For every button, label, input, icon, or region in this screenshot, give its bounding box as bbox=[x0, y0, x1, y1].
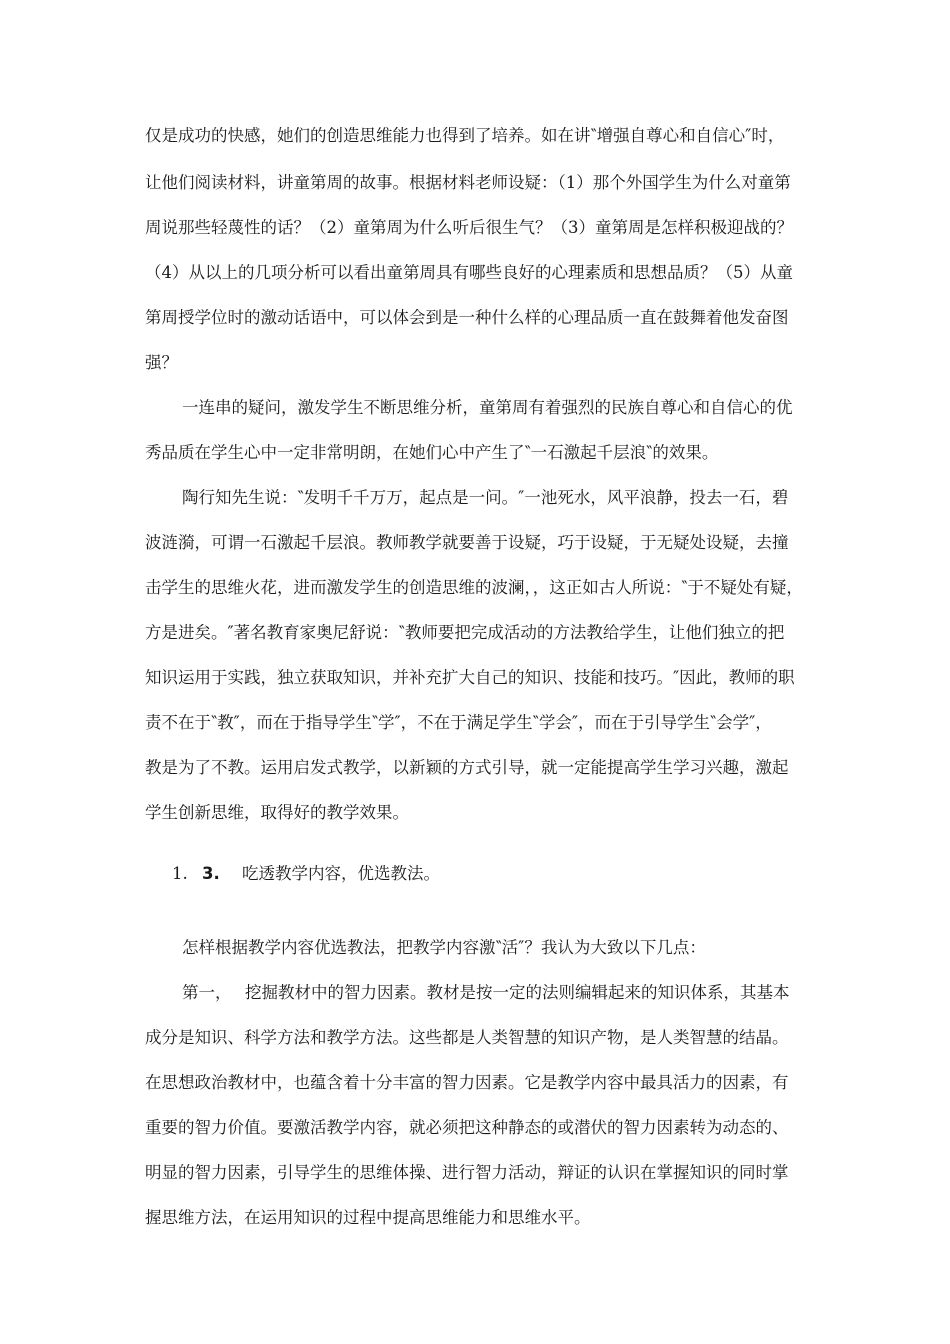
heading-number-2: 3. bbox=[202, 864, 220, 883]
text-line: 秀品质在学生心中一定非常明朗，在她们心中产生了‶一石激起千层浪‶的效果。 bbox=[145, 443, 719, 462]
text-line: 知识运用于实践，独立获取知识，并补充扩大自己的知识、技能和技巧。″因此，教师的职 bbox=[145, 668, 795, 687]
text-line: 强？ bbox=[145, 353, 178, 372]
text-line: 第一， 挖掘教材中的智力因素。教材是按一定的法则编辑起来的知识体系，其基本 bbox=[182, 983, 790, 1002]
text-line: 仅是成功的快感，她们的创造思维能力也得到了培养。如在讲‶增强自尊心和自信心″时， bbox=[145, 126, 785, 145]
text-line: 一连串的疑问，激发学生不断思维分析，童第周有着强烈的民族自尊心和自信心的优 bbox=[182, 398, 793, 417]
text-line: 握思维方法，在运用知识的过程中提高思维能力和思维水平。 bbox=[145, 1208, 591, 1227]
text-line: 学生创新思维，取得好的教学效果。 bbox=[145, 803, 409, 822]
text-line: 陶行知先生说：‶发明千千万万，起点是一问。″一池死水，风平浪静，投去一石，碧 bbox=[182, 488, 789, 507]
text-line: （4）从以上的几项分析可以看出童第周具有哪些良好的心理素质和思想品质？（5）从童 bbox=[145, 263, 793, 282]
heading-text: 吃透教学内容，优选教法。 bbox=[242, 864, 440, 883]
text-line: 波涟漪，可谓一石激起千层浪。教师教学就要善于设疑，巧于设疑，于无疑处设疑，去撞 bbox=[145, 533, 789, 552]
text-line: 教是为了不教。运用启发式教学，以新颖的方式引导，就一定能提高学生学习兴趣，激起 bbox=[145, 758, 789, 777]
text-line: 重要的智力价值。要激活教学内容，就必须把这种静态的或潜伏的智力因素转为动态的、 bbox=[145, 1118, 789, 1137]
text-line: 责不在于‶教″，而在于指导学生‶学″，不在于满足学生‶学会″，而在于引导学生‶会学″， bbox=[145, 713, 772, 732]
text-line: 明显的智力因素，引导学生的思维体操、进行智力活动，辩证的认识在掌握知识的同时掌 bbox=[145, 1163, 789, 1182]
text-line: 周说那些轻蔑性的话？（2）童第周为什么听后很生气？（3）童第周是怎样积极迎战的？ bbox=[145, 218, 793, 237]
text-line: 在思想政治教材中，也蕴含着十分丰富的智力因素。它是教学内容中最具活力的因素，有 bbox=[145, 1073, 789, 1092]
text-line: 击学生的思维火花，进而激发学生的创造思维的波澜，，这正如古人所说：‶于不疑处有疑， bbox=[145, 578, 803, 597]
text-line: 成分是知识、科学方法和教学方法。这些都是人类智慧的知识产物，是人类智慧的结晶。 bbox=[145, 1028, 789, 1047]
text-line: 怎样根据教学内容优选教法，把教学内容激‶活″？我认为大致以下几点： bbox=[182, 938, 706, 957]
text-line: 方是进矣。″著名教育家奥尼舒说：‶教师要把完成活动的方法教给学生，让他们独立的把 bbox=[145, 623, 785, 642]
text-line: 第周授学位时的激动话语中，可以体会到是一种什么样的心理品质一直在鼓舞着他发奋图 bbox=[145, 308, 789, 327]
text-line: 让他们阅读材料，讲童第周的故事。根据材料老师设疑：（1）那个外国学生为什么对童第 bbox=[145, 173, 791, 192]
section-heading bbox=[172, 863, 440, 885]
heading-number-1: 1. bbox=[172, 864, 188, 883]
